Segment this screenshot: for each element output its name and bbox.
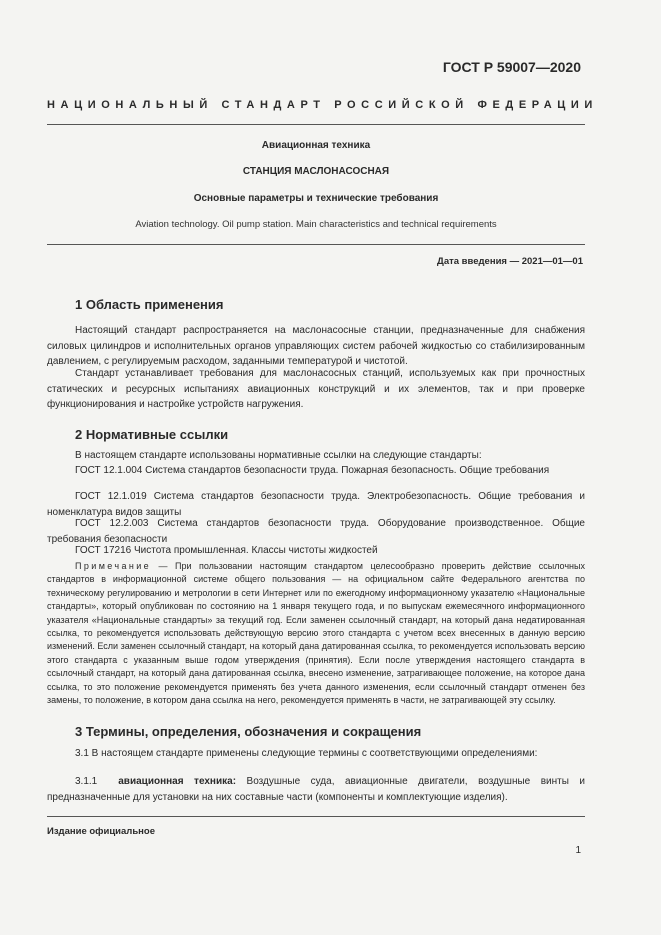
section-1-heading: 1 Область применения	[75, 297, 224, 312]
edition-label: Издание официальное	[47, 826, 155, 837]
title-english: Aviation technology. Oil pump station. Main characteristics and technical requirements	[135, 219, 497, 230]
reference-note	[47, 560, 585, 707]
footer-rule	[47, 816, 585, 817]
document-code: ГОСТ Р 59007—2020	[442, 59, 581, 75]
reference-text: ГОСТ 12.2.003 Система стандартов безопасности труда. Оборудование производственное. Общие требования безопасности	[47, 518, 585, 545]
section-2-intro-text: В настоящем стандарте использованы нормативные ссылки на следующие стандарты:	[75, 450, 482, 461]
section-1-p2-text: Стандарт устанавливает требования для маслонасосных станций, используемых как при прочностных статических и ресурсных испытаниях авиационных конструкций и их элементов, так и при проверке функционирования и настройке устройств нагружения.	[47, 368, 585, 410]
title-rule	[47, 244, 585, 245]
reference-item	[47, 543, 585, 559]
section-3-heading: 3 Термины, определения, обозначения и сокращения	[75, 724, 422, 739]
reference-text: ГОСТ 17216 Чистота промышленная. Классы чистоты жидкостей	[75, 545, 378, 556]
title-subtitle: Основные параметры и технические требования	[193, 193, 439, 204]
term-name: авиационная техника:	[118, 776, 237, 787]
section-3-paragraph-1	[47, 746, 585, 762]
title-category: Авиационная техника	[261, 140, 371, 151]
section-2-heading: 2 Нормативные ссылки	[75, 427, 229, 442]
header-rule	[47, 124, 585, 125]
introduction-date: Дата введения — 2021—01—01	[437, 256, 583, 267]
term-number: 3.1.1	[75, 776, 98, 787]
section-1-paragraph-1	[47, 323, 585, 370]
section-1-paragraph-2	[47, 366, 585, 413]
note-text: — При пользовании настоящим стандартом целесообразно проверить действие ссылочных стандартов в информационной системе общего пользования — на официальном сайте Федерального агентства по техническому регулированию и метрологии в сети Интернет или по ежегодному информационному указателю «Национальные стандарты», который опубликован по состоянию на 1 января текущего года, и по выпускам ежемесячного информационного указателя «Национальные стандарты» за текущий год. Если заменен ссылочный стандарт, на который дана недатированная ссылка, то рекомендуется использовать действующую версию этого стандарта с учетом всех внесенных в данную версию изменений. Если заменен ссылочный стандарт, на который дана датированная ссылка, то рекомендуется использовать версию этого стандарта с указанным выше годом утверждения (принятия). Если после утверждения настоящего стандарта в ссылочный стандарт, на который дана датированная ссылка, внесено изменение, затрагивающее положение, на которое дана ссылка, то это положение рекомендуется применять без учета данного изменения, если ссылочный стандарт отменен без замены, то положение, в котором дана ссылка на него, рекомендуется применять в части, не затрагивающей эту ссылку.	[47, 561, 585, 706]
note-label: Примечание	[75, 561, 152, 571]
reference-item	[47, 463, 585, 479]
page-number: 1	[575, 845, 581, 856]
section-3-p1-text: 3.1 В настоящем стандарте применены следующие термины с соответствующими определениями:	[75, 748, 538, 759]
section-2-intro	[47, 448, 585, 464]
section-1-p1-text: Настоящий стандарт распространяется на маслонасосные станции, предназначенные для снабжения силовых цилиндров и исполнительных органов управляющих систем рабочей жидкостью со стабилизированным давлением, с регулируемым расходом, заданными температурой и чистотой.	[47, 325, 585, 367]
reference-text: ГОСТ 12.1.019 Система стандартов безопасности труда. Электробезопасность. Общие требования и номенклатура видов защиты	[47, 491, 585, 518]
national-standard-banner: НАЦИОНАЛЬНЫЙ СТАНДАРТ РОССИЙСКОЙ ФЕДЕРАЦИИ	[47, 99, 598, 111]
term-definition-text: Воздушные суда, авиационные двигатели, воздушные винты и предназначенные для установки на них составные части (компоненты и комплектующие изделия).	[47, 776, 585, 803]
title-name: СТАНЦИЯ МАСЛОНАСОСНАЯ	[242, 166, 390, 177]
term-definition	[47, 774, 585, 805]
reference-text: ГОСТ 12.1.004 Система стандартов безопасности труда. Пожарная безопасность. Общие требования	[75, 465, 550, 476]
